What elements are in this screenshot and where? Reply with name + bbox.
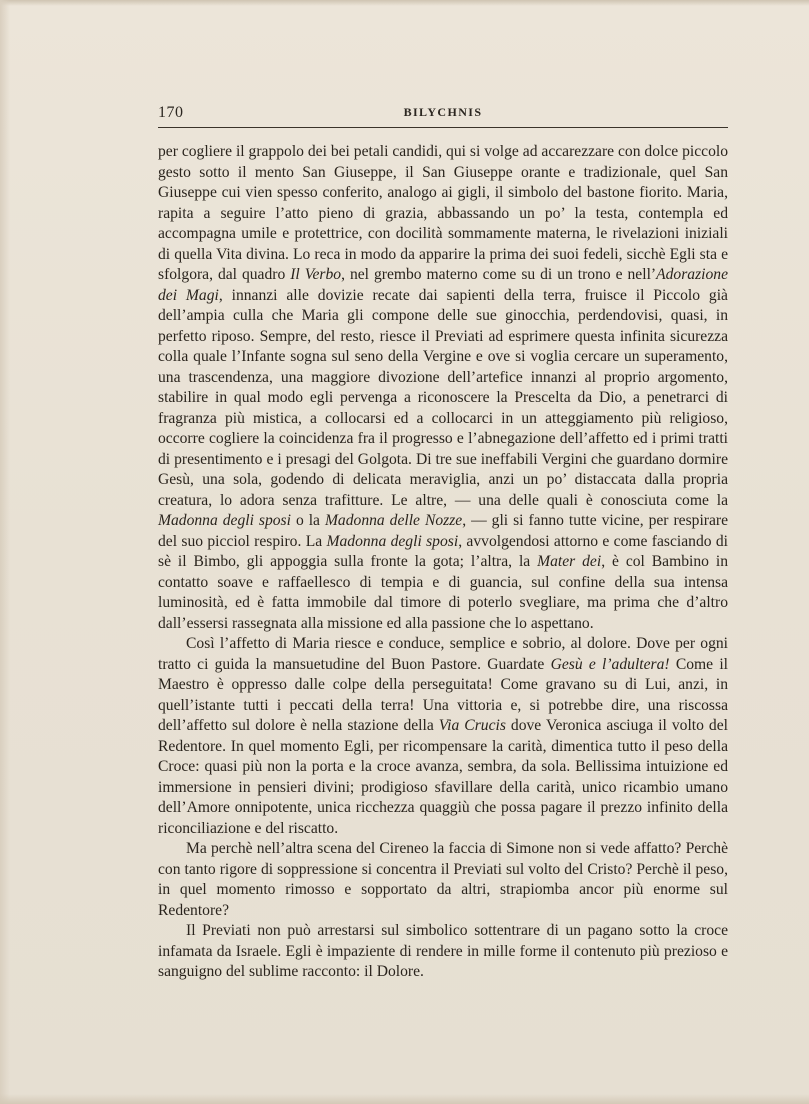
paragraph <box>158 634 728 839</box>
text-run: Così l’affetto di Maria riesce e conduce, semplice e sobrio, al dolore. Dove per ogni tratto ci guida la mansuetudine del Buon Pastore. Guardate <box>158 635 728 673</box>
italic-title: Il Verbo <box>290 266 342 283</box>
running-title: BILYCHNIS <box>403 105 483 119</box>
paragraph <box>158 142 728 634</box>
text-run: , è col Bambino in contatto soave e raffaellesco di tempia e di guancia, sul confine della sua intensa luminosità, ed è fatta immobile dal timore di poterlo svegliare, ma prima che d’altro dall’essersi rassegnata alla missione ed alla passione che lo aspettano. <box>158 553 728 632</box>
text-run: , avvolgendosi attorno e come fasciando di sè il Bimbo, gli appoggia sulla fronte la gota; l’altra, la <box>158 532 728 570</box>
italic-title: Gesù e l’adultera! <box>550 655 670 673</box>
paragraph <box>158 921 728 983</box>
text-run: Ma perchè nell’altra scena del Cireneo la faccia di Simone non si vede affatto? Perchè con tanto rigore di soppressione si concentra il Previati sul volto del Cristo? Perchè il peso, in quel momento rimosso e sopportato da altri, strapiomba ancor più enorme sul Redentore? <box>158 840 728 919</box>
text-run: , — gli si fanno tutte vicine, per respirare del suo picciol respiro. La <box>158 512 729 550</box>
paragraph <box>158 839 728 921</box>
page-number: 170 <box>158 104 184 121</box>
italic-title: Madonna degli sposi <box>326 532 459 550</box>
text-run: per cogliere il grappolo dei bei petali candidi, qui si volge ad accarezzare con dolce piccolo gesto sotto il mento San Giuseppe, il San Giuseppe orante e tradizionale, quel San Giuseppe cui vien spesso conferito, analogo ai gigli, il simbolo del bastone fiorito. Maria, rapita a seguire l’atto pieno di grazia, abbassando un po’ la testa, contempla ed accompagna umile e protettrice, con docilità sommamente materna, le rivelazioni iniziali di quella Vita divina. Lo reca in modo da apparire la prima dei suoi fedeli, sicchè Egli sta e sfolgora, dal quadro <box>158 143 728 283</box>
page-edge-left <box>0 0 10 1104</box>
text-run: , nel grembo materno come su di un trono e nell’ <box>341 266 657 283</box>
text-run: Come il Maestro è oppresso dalle colpe della perseguitata! Come gravano su di Lui, anzi, in quell’istante tutti i peccati della terra! Una vittoria e, si potrebbe dire, una riscossa dell’affetto sul dolore è nella stazione della <box>158 655 728 734</box>
italic-title: Madonna delle Nozze <box>324 512 463 529</box>
page-edge-top <box>0 0 809 6</box>
italic-title: Adorazione dei Magi <box>158 266 728 304</box>
italic-title: Mater dei <box>537 553 602 570</box>
running-header <box>158 104 728 126</box>
text-run: , innanzi alle dovizie recate dai sapienti della terra, fruisce il Piccolo già dell’ampia culla che Maria gli compone delle sue ginocchia, perdendovisi, quasi, in perfetto riposo. Sempre, del resto, riesce il Previati ad esprimere questa infinita sicurezza colla quale l’Infante sogna sul seno della Vergine e ove si voglia cercare un superamento, una trascendenza, una maggiore divozione dell’artefice innanzi al proprio argomento, stabilire in qual modo egli pervenga a riconoscere la Prescelta da Dio, a penetrarci di fragranza più mistica, a collocarsi ed a collocarci in un atteggiamento più religioso, occorre cogliere la coincidenza fra il progresso e l’abnegazione dell’affetto ed i primi tratti di presentimento e i presagi del Golgota. Di tre sue ineffabili Vergini che guardano dormire Gesù, una sola, godendo di delicata meraviglia, anzi un po’ distaccata dalla propria creatura, lo adora senza trafitture. Le altre, — una delle quali è conosciuta come la <box>158 286 728 509</box>
page-edge-bottom <box>0 1094 809 1104</box>
text-run: dove Veronica asciuga il volto del Redentore. In quel momento Egli, per ricompensare la carità, dimentica tutto il peso della Croce: quasi più non la porta e la croce avanza, sembra, da sola. Bellissima intuizione ed immersione in pensieri divini; prodigioso sfavillare della carità, unico ricambio umano dell’Amore onnipotente, unica ricchezza quaggiù che possa pagare il prezzo infinito della riconciliazione e del riscatto. <box>158 717 728 837</box>
text-run: Il Previati non può arrestarsi sul simbolico sottentrare di un pagano sotto la croce infamata da Israele. Egli è impaziente di rendere in mille forme il contenuto più prezioso e sanguigno del sublime racconto: il Dolore. <box>158 922 728 980</box>
italic-title: Madonna degli sposi <box>158 512 291 529</box>
body-text <box>158 142 728 983</box>
text-run: o la <box>290 512 325 529</box>
header-rule <box>158 127 728 128</box>
italic-title: Via Crucis <box>438 717 506 734</box>
